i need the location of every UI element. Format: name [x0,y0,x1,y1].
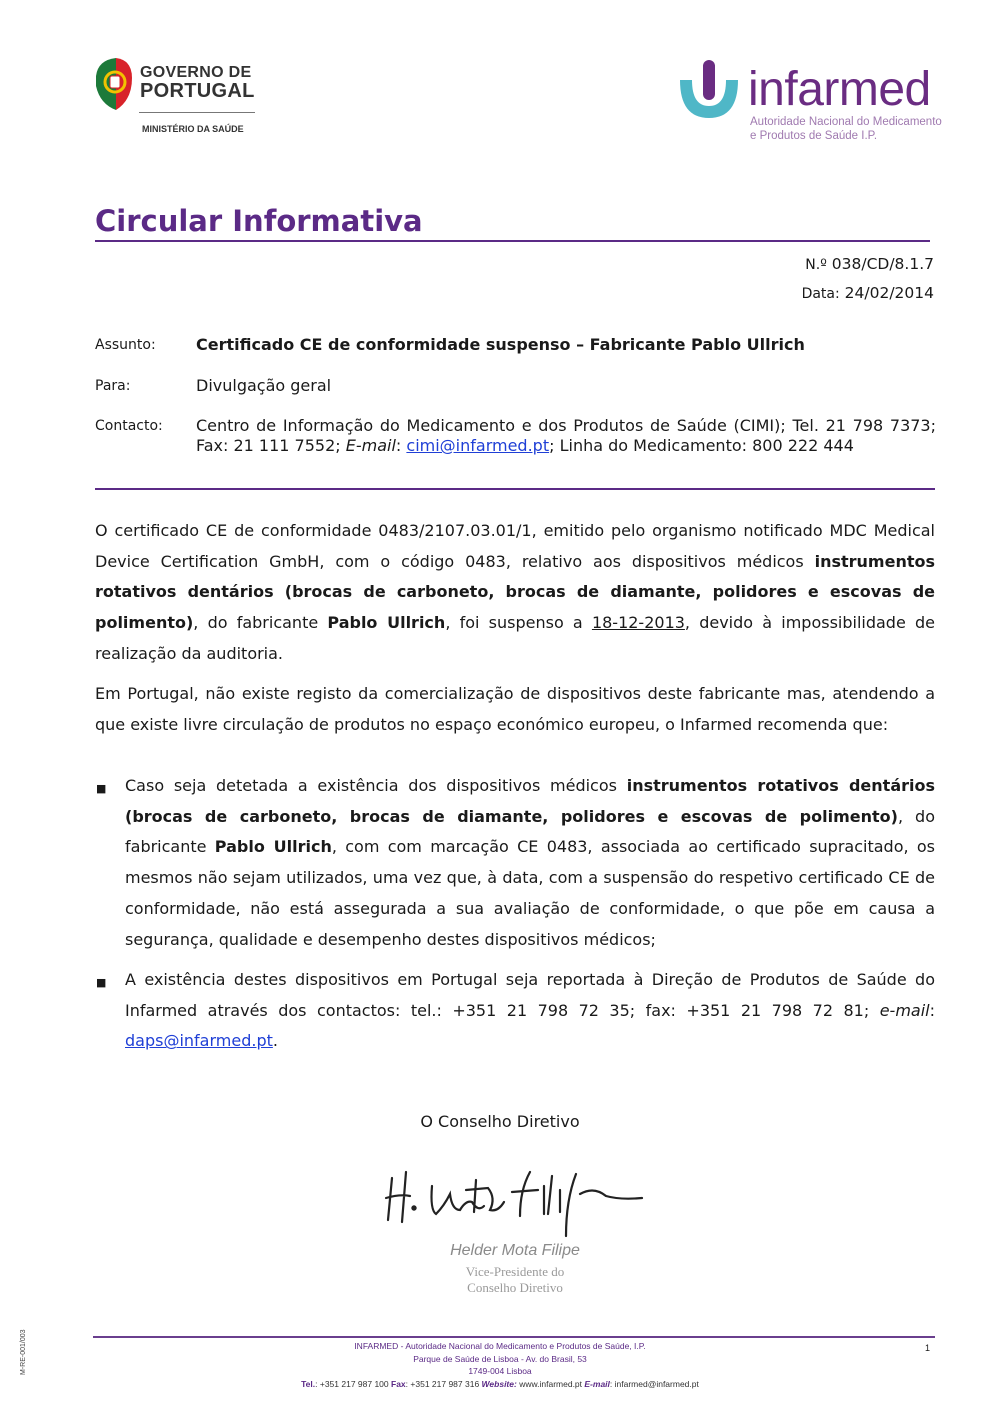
contact-label: Contacto: [95,418,163,434]
paragraph-2: Em Portugal, não existe registo da comercialização de dispositivos deste fabricante mas, atendendo a que existe livre circulação de produtos no espaço económico europeu, o Infarmed recomenda que: [95,684,935,734]
footer-web-label: Website: [481,1379,517,1389]
handwritten-signature-icon [380,1150,650,1240]
to-label: Para: [95,378,131,394]
doc-number-value: 038/CD/8.1.7 [831,255,934,273]
bullet-1 [125,771,935,955]
doc-date-label: Data: [801,286,840,302]
signatory-name: Helder Mota Filipe [450,1242,580,1259]
footer-line1: INFARMED - Autoridade Nacional do Medicamento e Produtos de Saúde, I.P. [354,1341,646,1351]
contact-hotline: ; Linha do Medicamento: 800 222 444 [549,436,854,455]
contact-email-label: E-mail [345,436,396,455]
b1-manufacturer: Pablo Ullrich [214,837,332,857]
subject-value: Certificado CE de conformidade suspenso – Fabricante Pablo Ullrich [196,335,805,354]
footer-contacts [0,1379,1000,1389]
signatory-role-line2: Conselho Diretivo [467,1280,563,1295]
signatory-role-line1: Vice-Presidente do [465,1264,565,1279]
b1-devices: instrumentos rotativos dentários (brocas de carboneto, brocas de diamante, polidores e escovas de polimento) [125,776,936,826]
b2-email-label: e-mail [879,1000,930,1020]
contact-text: Centro de Informação do Medicamento e dos Produtos de Saúde (CIMI); Tel. 21 798 7373; Fax: 21 111 7552; [196,416,936,455]
infarmed-wordmark: infarmed [748,63,931,116]
contact-email-link[interactable]: cimi@infarmed.pt [406,436,550,455]
footer-fax-label: Fax [391,1379,406,1389]
infarmed-subtitle [750,115,942,143]
header-separator [95,488,935,490]
infarmed-logo [676,58,742,122]
doc-date-value: 24/02/2014 [844,284,934,302]
page-title: Circular Informativa [95,204,423,238]
bullet-1-icon: ■ [96,782,107,795]
portugal-shield-icon [92,56,136,112]
gov-ministry: MINISTÉRIO DA SAÚDE [142,124,244,134]
subject-label: Assunto: [95,337,156,353]
gov-divider [139,112,255,113]
b2-text: A existência destes dispositivos em Portugal seja reportada à Direção de Produtos de Saúde do Infarmed através dos contactos: tel.: +351 21 798 72 35; fax: +351 21 798 72 81; [125,970,935,1020]
b1-text3: , com com marcação CE 0483, associada ao certificado supracitado, os mesmos não sejam utilizados, uma vez que, à data, com a suspensão do respetivo certificado CE de conformidade, não está assegurada a sua avaliação de conformidade, o que põe em causa a segurança, qualidade e desempenho destes dispositivos médicos; [125,837,935,949]
footer-rule [93,1336,935,1338]
footer-web[interactable]: www.infarmed.pt [516,1379,585,1389]
doc-date [802,284,934,302]
p1-text3: , foi suspenso a [445,613,592,633]
to-value: Divulgação geral [196,376,332,395]
footer-tel: : +351 217 987 100 [315,1379,392,1389]
p1-text4: , devido à impossibilidade de realização da auditoria. [95,613,936,663]
doc-number-label: N.º [805,257,827,273]
b2-sep: : [929,1000,935,1020]
p1-text: O certificado CE de conformidade 0483/2107.03.01/1, emitido pelo organismo notificado MDC Medical Device Certification GmbH, com o código 0483, relativo aos dispositivos médicos [95,521,935,571]
infarmed-subtitle-line2: e Produtos de Saúde I.P. [750,130,878,142]
footer-email-label: E-mail [584,1379,610,1389]
contact-value: Centro de Informação do Medicamento e dos Produtos de Saúde (CIMI); Tel. 21 798 7373; Fax: 21 111 7552; E-mail: cimi@infarmed.pt; Linha do Medicamento: 800 222 444 [196,416,936,455]
footer-line2: Parque de Saúde de Lisboa - Av. do Brasil, 53 [413,1354,587,1364]
signature-block [380,1150,650,1300]
paragraph-1 [95,516,935,670]
bullet-2 [125,965,935,1057]
b1-text: Caso seja detetada a existência dos dispositivos médicos [125,776,627,795]
p1-manufacturer: Pablo Ullrich [327,613,446,633]
b1-text2: , do fabricante [125,806,935,857]
footer-tel-label: Tel. [301,1379,316,1389]
gov-line2: PORTUGAL [140,80,255,102]
p1-date: 18-12-2013 [591,613,685,633]
governo-logo [92,56,136,112]
b2-email-link[interactable]: daps@infarmed.pt [125,1031,273,1051]
page-number: 1 [925,1343,931,1353]
council-title: O Conselho Diretivo [420,1112,580,1131]
p1-text2: , do fabricante [193,613,328,633]
doc-number [805,255,934,273]
b2-end: . [272,1031,278,1051]
bullet-2-icon: ■ [96,976,107,989]
p1-devices: instrumentos rotativos dentários (brocas de carboneto, brocas de diamante, polidores e escovas de polimento) [95,551,935,633]
footer-line3: 1749-004 Lisboa [468,1366,532,1376]
footer-fax: : +351 217 987 316 [405,1379,482,1389]
document-code: M-RE-001/003 [20,1329,27,1375]
title-rule [95,240,930,242]
footer-email[interactable]: : infarmed@infarmed.pt [609,1379,699,1389]
infarmed-subtitle-line1: Autoridade Nacional do Medicamento [750,116,942,128]
infarmed-symbol-icon [676,58,742,122]
gov-line1: GOVERNO DE [140,64,252,81]
